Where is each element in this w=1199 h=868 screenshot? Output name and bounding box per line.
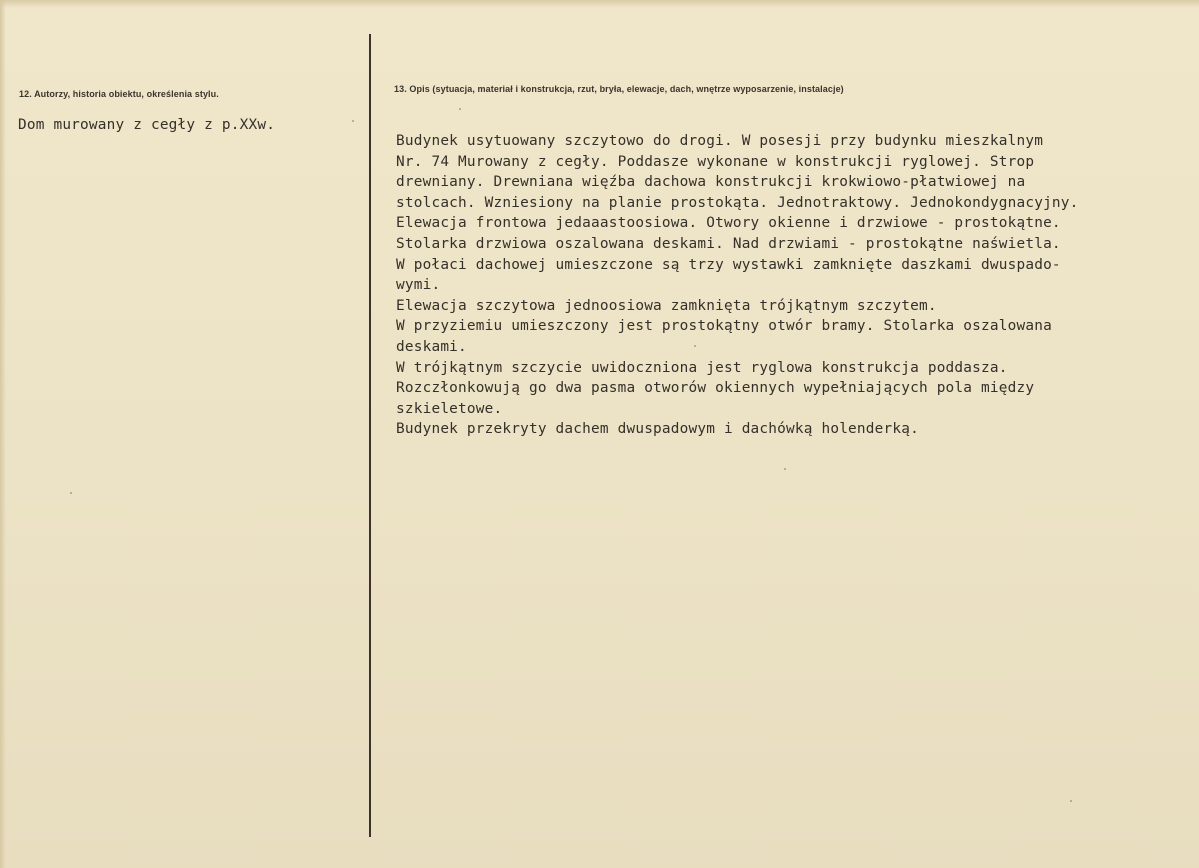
description-line: drewniany. Drewniana więźba dachowa konstrukcji krokwiowo-płatwiowej na: [396, 174, 1026, 191]
description-line: W połaci dachowej umieszczone są trzy wystawki zamknięte daszkami dwuspado-: [396, 256, 1061, 273]
description-line: Nr. 74 Murowany z cegły. Poddasze wykonane w konstrukcji ryglowej. Strop: [396, 153, 1035, 170]
description-line: wymi.: [396, 277, 441, 294]
description-line: stolcach. Wzniesiony na planie prostokąta. Jednotraktowy. Jednokondygnacyjny.: [396, 194, 1079, 211]
description-line: Budynek przekryty dachem dwuspadowym i dachówką holenderką.: [396, 421, 919, 438]
description-line: deskami.: [396, 338, 467, 355]
field-12-label: 12. Autorzy, historia obiektu, określenia stylu.: [19, 89, 219, 99]
description-line: Rozczłonkowują go dwa pasma otworów okiennych wypełniających pola między: [396, 380, 1035, 397]
description-line: Budynek usytuowany szczytowo do drogi. W posesji przy budynku mieszkalnym: [396, 133, 1044, 149]
description-line: Stolarka drzwiowa oszalowana deskami. Nad drzwiami - prostokątne naświetla.: [396, 235, 1061, 252]
field-13-description: [396, 131, 1186, 440]
paper-speck: [459, 108, 461, 110]
description-line: Elewacja szczytowa jednoosiowa zamknięta trójkątnym szczytem.: [396, 297, 937, 314]
field-12-value: Dom murowany z cegły z p.XXw.: [18, 117, 276, 133]
column-divider: [369, 34, 371, 837]
paper-speck: [352, 120, 354, 122]
field-13-label: 13. Opis (sytuacja, materiał i konstrukcja, rzut, bryła, elewacje, dach, wnętrze wyposarzenie, instalacje): [394, 84, 844, 94]
paper-speck: [1070, 800, 1072, 802]
paper-speck: [694, 345, 696, 347]
card-top-edge: [0, 0, 1199, 8]
description-line: W przyziemiu umieszczony jest prostokątny otwór bramy. Stolarka oszalowana: [396, 318, 1052, 335]
card-left-edge: [0, 0, 6, 868]
paper-speck: [70, 492, 72, 494]
paper-speck: [784, 468, 786, 470]
description-line: szkieletowe.: [396, 400, 503, 417]
description-line: W trójkątnym szczycie uwidoczniona jest ryglowa konstrukcja poddasza.: [396, 359, 1008, 376]
description-line: Elewacja frontowa jedaaastoosiowa. Otwory okienne i drzwiowe - prostokątne.: [396, 215, 1061, 232]
